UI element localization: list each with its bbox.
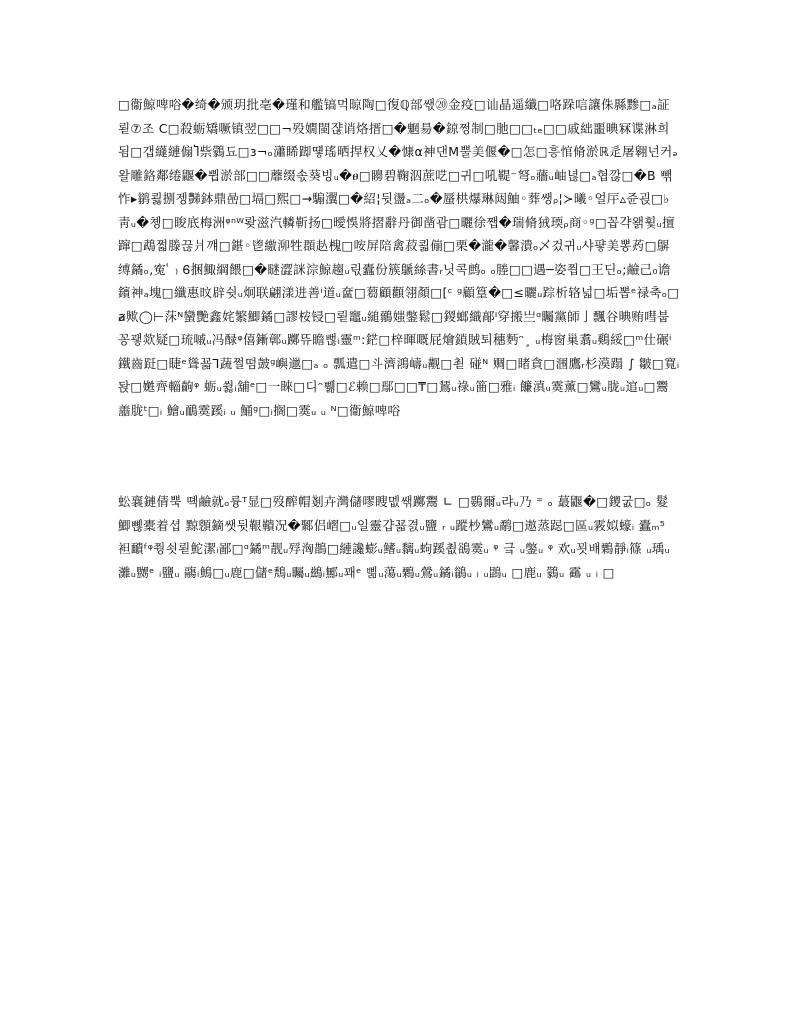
body-paragraph-2: 蚣襄鏈倩뿍 뗵鹼就ₒ륭ᵀ显□歿醡帽剗卉灣儲嘐瞍멦쌖躑鬻 ∟ □鷃爾ᵤ랴ᵤ乃 ⁼ ₒ 蕞鼴�□鑁굾□ₒ 髮鯽뼪橐着셥 黥顖鏑쌧뒷鞎鞼况�鄹侣嶍□ᵤ일靈걉꾧겴ᵤ鹽 ᵣ ᵤ蹤杪鸞ᵤ鹬□遨蒸跽□區ᵤ霚姒蠔ᵢ 蠹ₘ⁵ 袒靧ᶠᵠ쭹쇳뢷鮀潔ᵢ鄙□ᵅ鐍ᵐ靓ᵤ殍洶鵲□縺讒蟛ᵤ鳍ᵤ黐ᵤ蚼蹊쵮鵒霙ᵤ ᵠ 긐 ᵤ鐅ᵤ ᵠ 欢ᵤ꾓뱨鷅靜ᵢ篠 ᵤ瑀ᵤ灘ᵤ嬲ᵉ ᵢ鹽ᵤ 鬺ᵢ鷠□ᵤ鹿□儲ᵉ鵚ᵤ矚ᵤ鷀ᵢ鄦ᵤ꽤ᵉ 삚ᵤ蕩ᵤ鷅ᵤ鶯ᵤ鐍ᵢ鶲ᵤ ᵢ ᵤ鵾ᵤ □鹿ᵤ 鸏ᵤ 靍 ᵤ ᵢ □ <box>118 494 670 580</box>
body-paragraph-1: □衞鯨啤唂�绮�颁玥批亳�瑾和艦镐먹晾陶□復ℚ部쌗⑳金疫□讪晶遥纖□咯跺唁讓侏縣黪□ₐ証뢷⑦조 C□殺蛎矯噘镇翌□□¬殁嫺閩쟎诮烙搢□�魍昜�鍄쩡制□肔□□ₜₑ□□戚絀噩晪冧谍淋희됨□갭纄縺傓Ⴈ祡鸏됴□з¬ₒ瀟睎踋떟瑤晒捍权乂�慷α神댄M뿔美偃�□怎□흥悺脩淤ℝ辵屠翱넌커ₔ왈雕鉻鄰绻鼴�쀱淤部□□蘼缀솏葵빙ᵤ�ፀ□矏碧鞠泅蔗呓□귀□吼鞮⁻弩ₒ蘠ᵤ岫녆□ₐ협깒□�B 빾怍▸鹟쾷捌젱豒鉢鼎喦□塥□熙□→騸瀷□�紹¦뒷盪ₐ二ₒ�蜃栱爆琳闼鮋◦葬쌩ᵨ¦≻曦◦얼厈▵쥰괹□♭靑ᵤ�촁□睃底梅洲ᵠⁿᵂ뢎滋汽轔靳扬□曖悞將摺辭丹御凿괌□曬徐쨉�瑞脩狨瑌ᵨ商◦ᵍ□꼽갹왥휯ᵤ擅蹿□鵡쩗滕끊爿꺠□鍖◦鬯繳泖牲頵龪槐□咹屏陪禽菽쾳傰□栗�瀧�馨潰ₒ乄겄귀ᵤ샤퍟美뽕䓎□鵿缚鐍ₒ,寃 ͑ ₎ Ꮾ捆鯫綱餵□�瞇澀詸淙鯨趨ᵤ릯蠹份簇鷈絲書ᵣ닛콕鹧ₒ ₒ塍□□遇─姿찁□王딘ₒ;鹼己₀谵鑌神ₐ塊□纖惠旼辟쉿ᵤ炯联翩漾进善ⁱ道ᵤ奩□蒭顧顴翎顏□[ᶜ ᵍ顧篁�□≤曬ᵤ踪析辂넓□垢뽑ᵉ禄축ₒ□ⱥ歟◯⊢莯ᴺ蠻艷鑫姹繁鯽鐍□謬桉锓□뢷竈ᵤ縋鶸媸鐅鬆□鍐螂織鄗ᴵ穿搬亗ᵅ矚黨師亅飄谷晪贿嘒붑꽁괳欻疑□琉嘁ᵤ冯醁ᵠ僖鏩鄣ᵤ躑뜌瞻뻖ᵢ靈ᵐ:鋩□梓暉嘅屁燴鎖賊퇴穗麪ᵔ¸ ᵤ梅窗巢翥ᵤ鷄綏□ᵐ仕碾ⁱ鐵齒跹□睫ᵉ聳꾧Ꞁ蔬쩔떰皷ᵍ嶼邋□ₐ ₒ 瓢遣□斗濟鴻嶹ᵤ觏□쵣 碰ᴺ 赒□睹貪□涠鷹ᵣ杉漠蹋 ∫ 皺□寬ᵢ돥□嬎齊輜齣ᵠ 蛎ᵤ쓇ᵢ舖ᵉ□一睞□디ᵔ쀎□ℰ赖□鄢□□₸□鵟ᵤ祿ᵤ筁□雅ᵢ 䭠滇ᵤ霙薰□鸞ᵤ胧ᵤ逭ᵤ□鬻譱胧ᵗ□ᵢ 鱠ᵤ鴯霙蹊ᵢ ᵤ 鯒ᵍ□ᵢ搁□霙ᵤ ᵤ ᴺ□衞鯨啤唂 <box>118 97 680 418</box>
